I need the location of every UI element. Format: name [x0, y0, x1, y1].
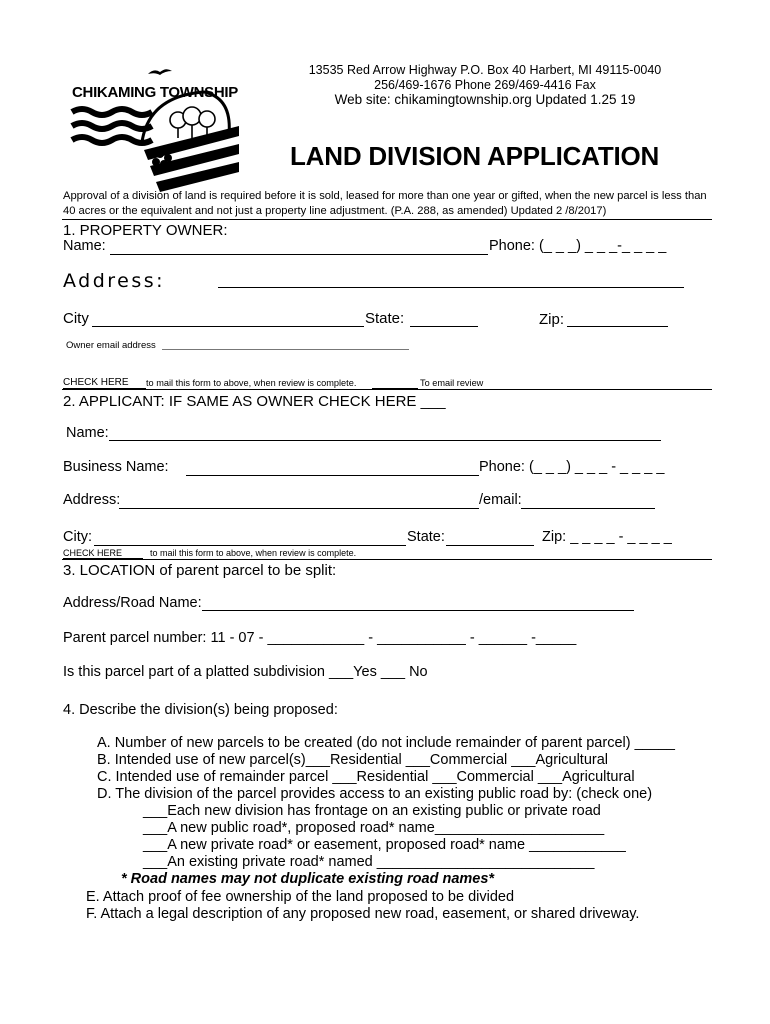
applicant-state-label: State:: [407, 529, 445, 545]
applicant-city-field[interactable]: [94, 545, 406, 546]
applicant-address-label: Address:: [63, 492, 121, 508]
access-option-public-road: ___A new public road*, proposed road* name_____________________: [143, 820, 605, 836]
divider: [62, 219, 712, 220]
section2-heading: 2. APPLICANT: IF SAME AS OWNER CHECK HERE ___: [63, 393, 446, 410]
access-option-existing-private: ___An existing private road* named ___________________________: [143, 854, 595, 870]
township-logo: [64, 64, 239, 199]
header-website-line: Web site: chikamingtownship.org Updated 1.25 19: [334, 92, 636, 107]
applicant-address-field[interactable]: [119, 508, 479, 509]
applicant-name-label: Name:: [66, 425, 109, 441]
owner-zip-label: Zip:: [539, 311, 565, 328]
applicant-mail-text: to mail this form to above, when review is complete.: [150, 548, 357, 558]
divider: [62, 559, 712, 560]
header-phone-line: 256/469-1676 Phone 269/469-4416 Fax: [374, 78, 596, 92]
applicant-phone-label: Phone: (_ _ _) _ _ _ - _ _ _ _: [479, 459, 665, 475]
owner-city-label: City: [63, 310, 89, 327]
division-item-a: A. Number of new parcels to be created (do not include remainder of parent parcel) _____: [97, 735, 675, 751]
owner-phone-label: Phone: (_ _ _) _ _ _-_ _ _ _: [489, 238, 667, 254]
owner-check-here: CHECK HERE: [63, 377, 129, 388]
division-item-f: F. Attach a legal description of any proposed new road, easement, or shared driveway.: [86, 906, 640, 922]
applicant-email-label: /email:: [479, 492, 522, 508]
access-option-private-road: ___A new private road* or easement, proposed road* name ____________: [143, 837, 626, 853]
parcel-address-field[interactable]: [202, 610, 634, 611]
applicant-state-field[interactable]: [446, 545, 534, 546]
applicant-zip-label: Zip: _ _ _ _ - _ _ _ _: [542, 529, 672, 545]
owner-mail-text: to mail this form to above, when review is complete.: [146, 378, 357, 388]
owner-city-field[interactable]: [92, 326, 364, 327]
division-item-b: B. Intended use of new parcel(s)___Residential ___Commercial ___Agricultural: [97, 752, 608, 768]
applicant-city-label: City:: [63, 529, 92, 545]
owner-address-label: Address:: [63, 270, 166, 292]
owner-email-review: To email review: [420, 378, 484, 388]
header-address-line: 13535 Red Arrow Highway P.O. Box 40 Harbert, MI 49115-0040: [308, 63, 662, 77]
section3-heading: 3. LOCATION of parent parcel to be split:: [63, 562, 337, 579]
division-item-e: E. Attach proof of fee ownership of the land proposed to be divided: [86, 889, 515, 905]
owner-state-label: State:: [365, 310, 405, 327]
applicant-name-field[interactable]: [109, 440, 661, 441]
parent-parcel-number: Parent parcel number: 11 - 07 - ____________ - ___________ - ______ -_____: [63, 630, 577, 646]
access-option-frontage: ___Each new division has frontage on an existing public or private road: [143, 803, 601, 819]
owner-address-field[interactable]: [218, 287, 684, 288]
owner-zip-field[interactable]: [567, 326, 668, 327]
section4-heading: 4. Describe the division(s) being proposed:: [63, 702, 338, 718]
logo-text: CHIKAMING TOWNSHIP: [72, 84, 238, 101]
division-item-d: D. The division of the parcel provides access to an existing public road by: (check one): [97, 786, 653, 802]
business-name-field[interactable]: [186, 475, 479, 476]
division-item-c: C. Intended use of remainder parcel ___Residential ___Commercial ___Agricultural: [97, 769, 635, 785]
owner-state-field[interactable]: [410, 326, 478, 327]
applicant-check-here: CHECK HERE: [63, 548, 123, 558]
owner-email-label: Owner email address: [66, 340, 156, 351]
road-name-note: * Road names may not duplicate existing road names*: [121, 871, 495, 887]
page-title: LAND DIVISION APPLICATION: [290, 141, 660, 171]
applicant-email-field[interactable]: [521, 508, 655, 509]
intro-paragraph: Approval of a division of land is required before it is sold, leased for more than one year or gifted, when the new parcel is less than 40 acres or the equivalent and not just a property line adjustment. (P.A. 288, as amended) Updated 2 /8/2017): [63, 190, 707, 217]
owner-name-label: Name:: [63, 238, 106, 254]
divider: [62, 389, 712, 390]
platted-subdivision-question: Is this parcel part of a platted subdivision ___Yes ___ No: [63, 664, 428, 680]
section1-heading: 1. PROPERTY OWNER:: [63, 222, 228, 239]
owner-name-field[interactable]: [110, 254, 488, 255]
owner-email-field[interactable]: [162, 349, 409, 350]
parcel-address-label: Address/Road Name:: [63, 595, 202, 611]
business-name-label: Business Name:: [63, 459, 169, 475]
